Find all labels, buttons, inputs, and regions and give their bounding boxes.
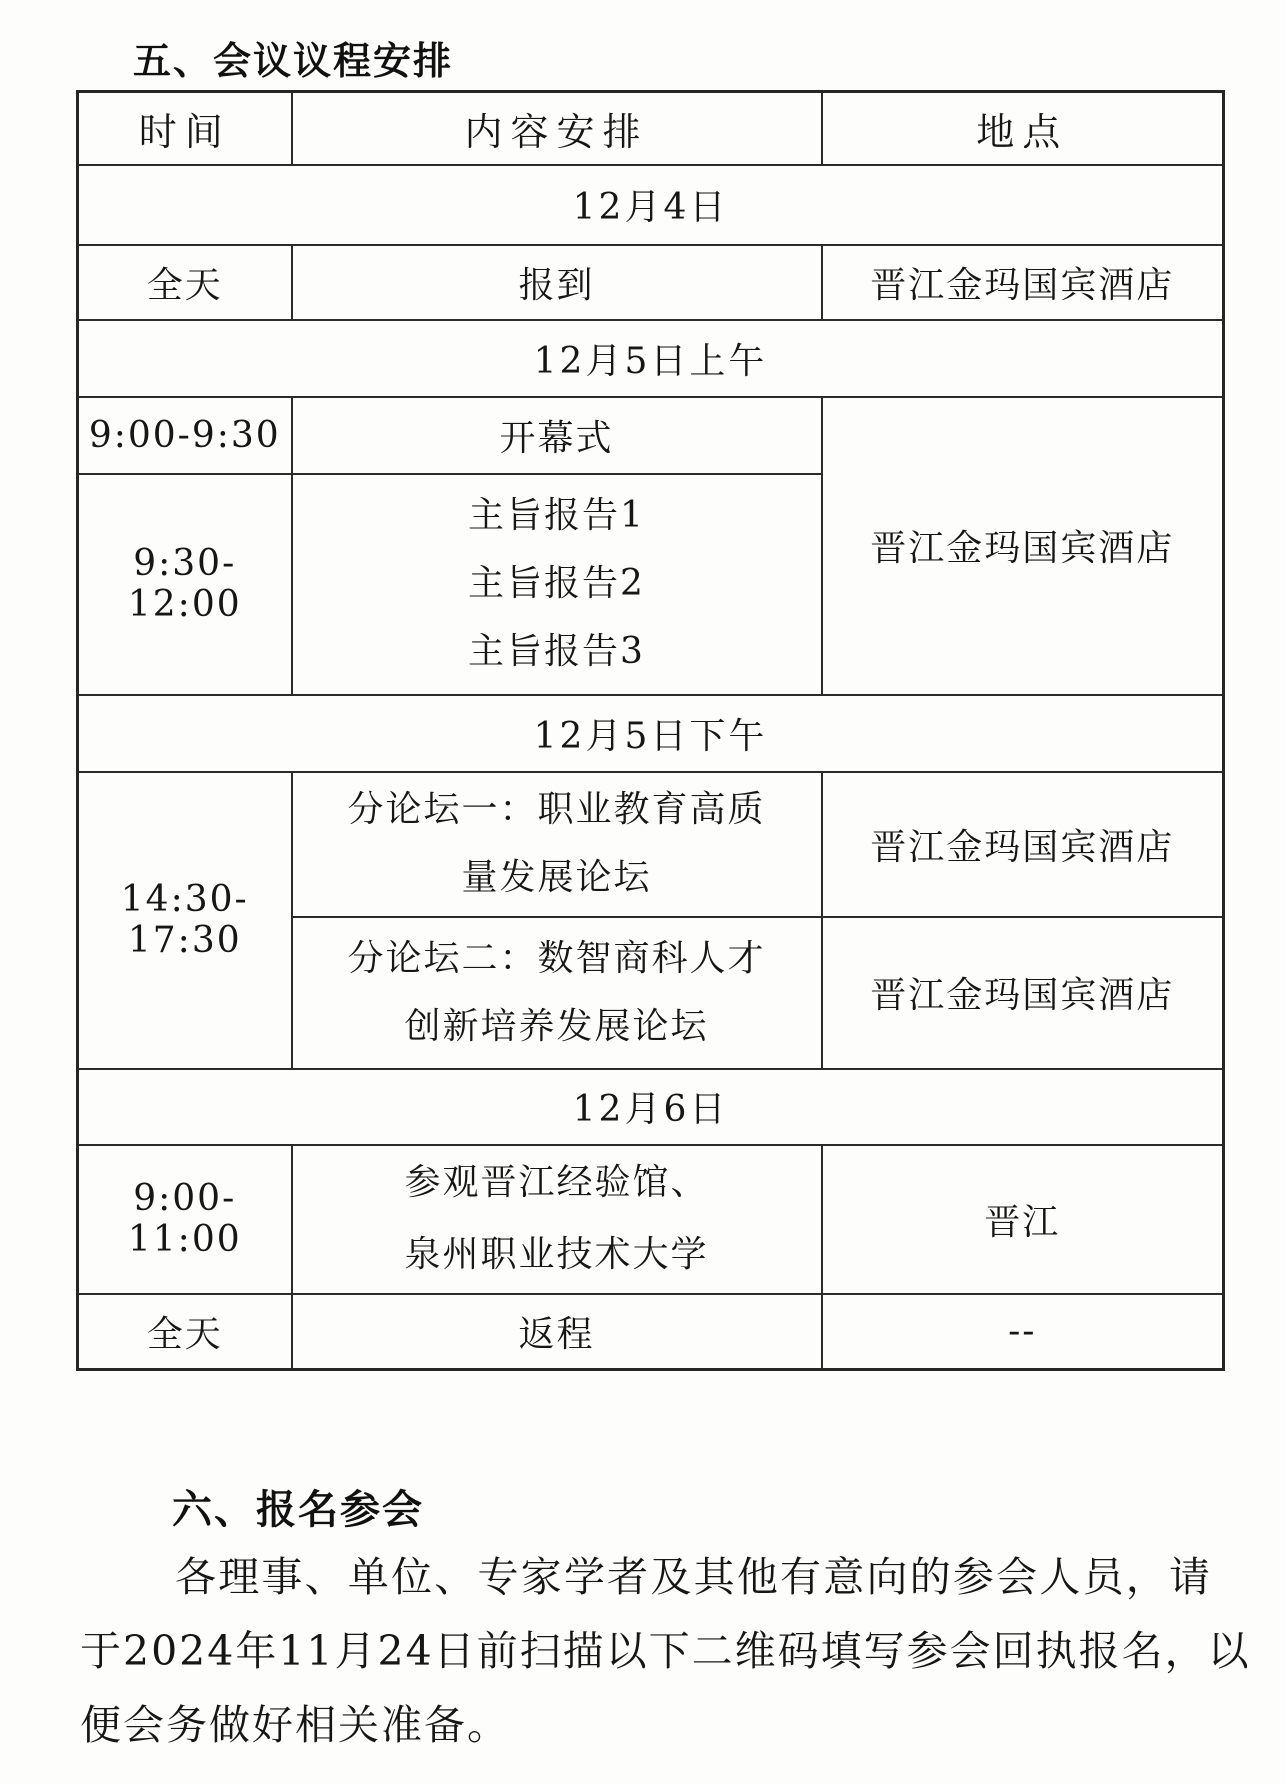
header-time: 时间 (78, 92, 292, 165)
time-cell: 全天 (78, 1294, 292, 1370)
table-row (78, 1145, 1224, 1294)
time-cell-merged: 14:30-17:30 (78, 772, 292, 1069)
content-cell: 开幕式 (292, 397, 822, 474)
date-band-dec5-pm: 12月5日下午 (78, 695, 1224, 772)
header-content: 内容安排 (292, 92, 822, 165)
content-cell (292, 474, 822, 695)
table-row (78, 772, 1224, 917)
content-cell (292, 1145, 822, 1294)
content-cell (292, 917, 822, 1069)
table-row (78, 1294, 1224, 1370)
date-band-row (78, 1069, 1224, 1145)
time-cell: 9:00-9:30 (78, 397, 292, 474)
date-band-row (78, 165, 1224, 245)
time-cell: 全天 (78, 245, 292, 320)
venue-cell: 晋江金玛国宾酒店 (822, 245, 1224, 320)
venue-cell: 晋江金玛国宾酒店 (822, 772, 1224, 917)
date-band-row (78, 320, 1224, 397)
keynote-line: 主旨报告2 (468, 563, 645, 604)
date-band-row (78, 695, 1224, 772)
forum1-line: 分论坛一：职业教育高质 (347, 789, 766, 830)
paragraph-line: 各理事、单位、专家学者及其他有意向的参会人员，请 (175, 1553, 1212, 1601)
keynote-line: 主旨报告1 (468, 495, 645, 536)
venue-cell-merged: 晋江金玛国宾酒店 (822, 397, 1224, 695)
time-cell: 9:30-12:00 (78, 474, 292, 695)
forum1-line: 量发展论坛 (461, 857, 652, 898)
visit-line: 泉州职业技术大学 (404, 1234, 709, 1275)
paragraph-line: 于2024年11月24日前扫描以下二维码填写参会回执报名，以 (80, 1627, 1251, 1675)
date-band-dec5-am: 12月5日上午 (78, 320, 1224, 397)
visit-line: 参观晋江经验馆、 (404, 1162, 709, 1203)
section5-title: 五、会议议程安排 (133, 39, 454, 83)
section6-title: 六、报名参会 (172, 1487, 424, 1533)
time-cell: 9:00-11:00 (78, 1145, 292, 1294)
registration-paragraph (80, 1540, 1251, 1762)
content-cell: 报到 (292, 245, 822, 320)
date-band-dec6: 12月6日 (78, 1069, 1224, 1145)
venue-cell: 晋江 (822, 1145, 1224, 1294)
table-row (78, 245, 1224, 320)
venue-cell: -- (822, 1294, 1224, 1370)
paragraph-line: 便会务做好相关准备。 (80, 1701, 510, 1749)
agenda-table (76, 90, 1225, 1371)
date-band-dec4: 12月4日 (78, 165, 1224, 245)
content-cell (292, 772, 822, 917)
content-cell: 返程 (292, 1294, 822, 1370)
table-row (78, 397, 1224, 474)
forum2-line: 创新培养发展论坛 (404, 1005, 709, 1047)
table-header-row (78, 92, 1224, 165)
venue-cell: 晋江金玛国宾酒店 (822, 917, 1224, 1069)
forum2-line: 分论坛二：数智商科人才 (347, 937, 766, 979)
header-venue: 地点 (822, 92, 1224, 165)
keynote-line: 主旨报告3 (468, 631, 645, 672)
